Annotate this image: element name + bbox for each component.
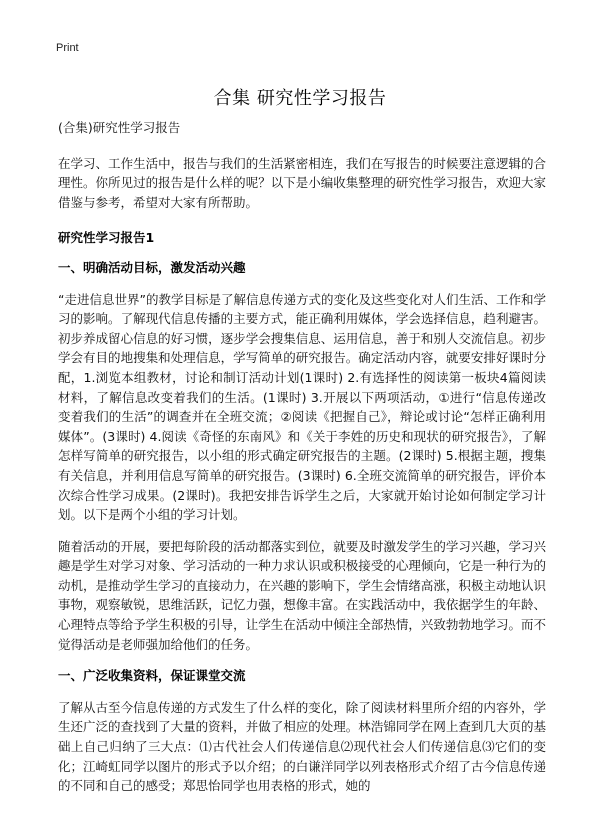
page-title: 合集 研究性学习报告: [213, 88, 387, 109]
print-link[interactable]: Print: [56, 42, 79, 54]
document-body: [58, 118, 546, 808]
intro-paragraph: 在学习、工作生活中，报告与我们的生活紧密相连，我们在写报告的时候要注意逻辑的合理性。你所见过的报告是什么样的呢？以下是小编收集整理的研究性学习报告，欢迎大家借鉴与参考，希望对大家有所帮助。: [58, 155, 546, 210]
learning-interest-paragraph: 随着活动的开展，要把每阶段的活动都落实到位，就要及时激发学生的学习兴趣，学习兴趣是学生对学习对象、学习活动的一种力求认识或积极接受的心理倾向，它是一种行为的动机，是推动学生学习的直接动力，在兴趣的影响下，学生会情绪高涨，积极主动地认识事物，观察敏锐，思维活跃，记忆力强，想像丰富。在实践活动中，我依据学生的年龄、心理特点等给予学生积极的引导，让学生在活动中倾注全部热情，兴致勃勃地学习。而不觉得活动是老师强加给他们的任务。: [58, 538, 546, 652]
collect-materials-paragraph: 了解从古至今信息传递的方式发生了什么样的变化，除了阅读材料里所介绍的内容外，学生还广泛的查找到了大量的资料，并做了相应的处理。林浩锦同学在网上查到几大页的基础上自己归纳了三大点：⑴古代社会人们传递信息⑵现代社会人们传递信息⑶它们的变化；江崎虹同学以图片的形式予以介绍；的白谦洋同学以列表格形式介绍了古今信息传递的不同和自己的感受；郑思怡同学也用表格的形式，她的: [58, 699, 546, 794]
report-heading: 研究性学习报告1: [58, 230, 155, 246]
activity-goals-paragraph: “走进信息世界”的教学目标是了解信息传递方式的变化及这些变化对人们生活、工作和学习的影响。了解现代信息传播的主要方式，能正确利用媒体，学会选择信息，趋利避害。初步养成留心信息的好习惯，逐步学会搜集信息、运用信息，善于和别人交流信息。初步学会有目的地搜集和处理信息，学写简单的研究报告。确定活动内容，就要安排好课时分配，1.浏览本组教材，讨论和制订活动计划(1课时) 2.有选择性的阅读第一板块4篇阅读材料，了解信息改变着我们的生活。(1课时) 3.开展以下两项活动，①进行“信息传递改变着我们的生活”的调查并在全班交流；②阅读《把握自己》，辩论或讨论“怎样正确利用媒体”。(3课时) 4.阅读《奇怪的东南风》和《关于李姓的历史和现状的研究报告》，了解怎样写简单的研究报告，以小组的形式确定研究报告的主题。(2课时) 5.根据主题，搜集有关信息，并利用信息写简单的研究报告。(3课时) 6.全班交流简单的研究报告，评价本次综合性学习成果。(2课时)。我把安排告诉学生之后，大家就开始讨论如何制定学习计划。以下是两个小组的学习计划。: [58, 291, 546, 523]
document-subtitle: (合集)研究性学习报告: [58, 120, 181, 135]
section-heading-collect-materials: 一、广泛收集资料，保证课堂交流: [58, 668, 246, 684]
section-heading-activity-goals: 一、明确活动目标，激发活动兴趣: [58, 259, 246, 275]
